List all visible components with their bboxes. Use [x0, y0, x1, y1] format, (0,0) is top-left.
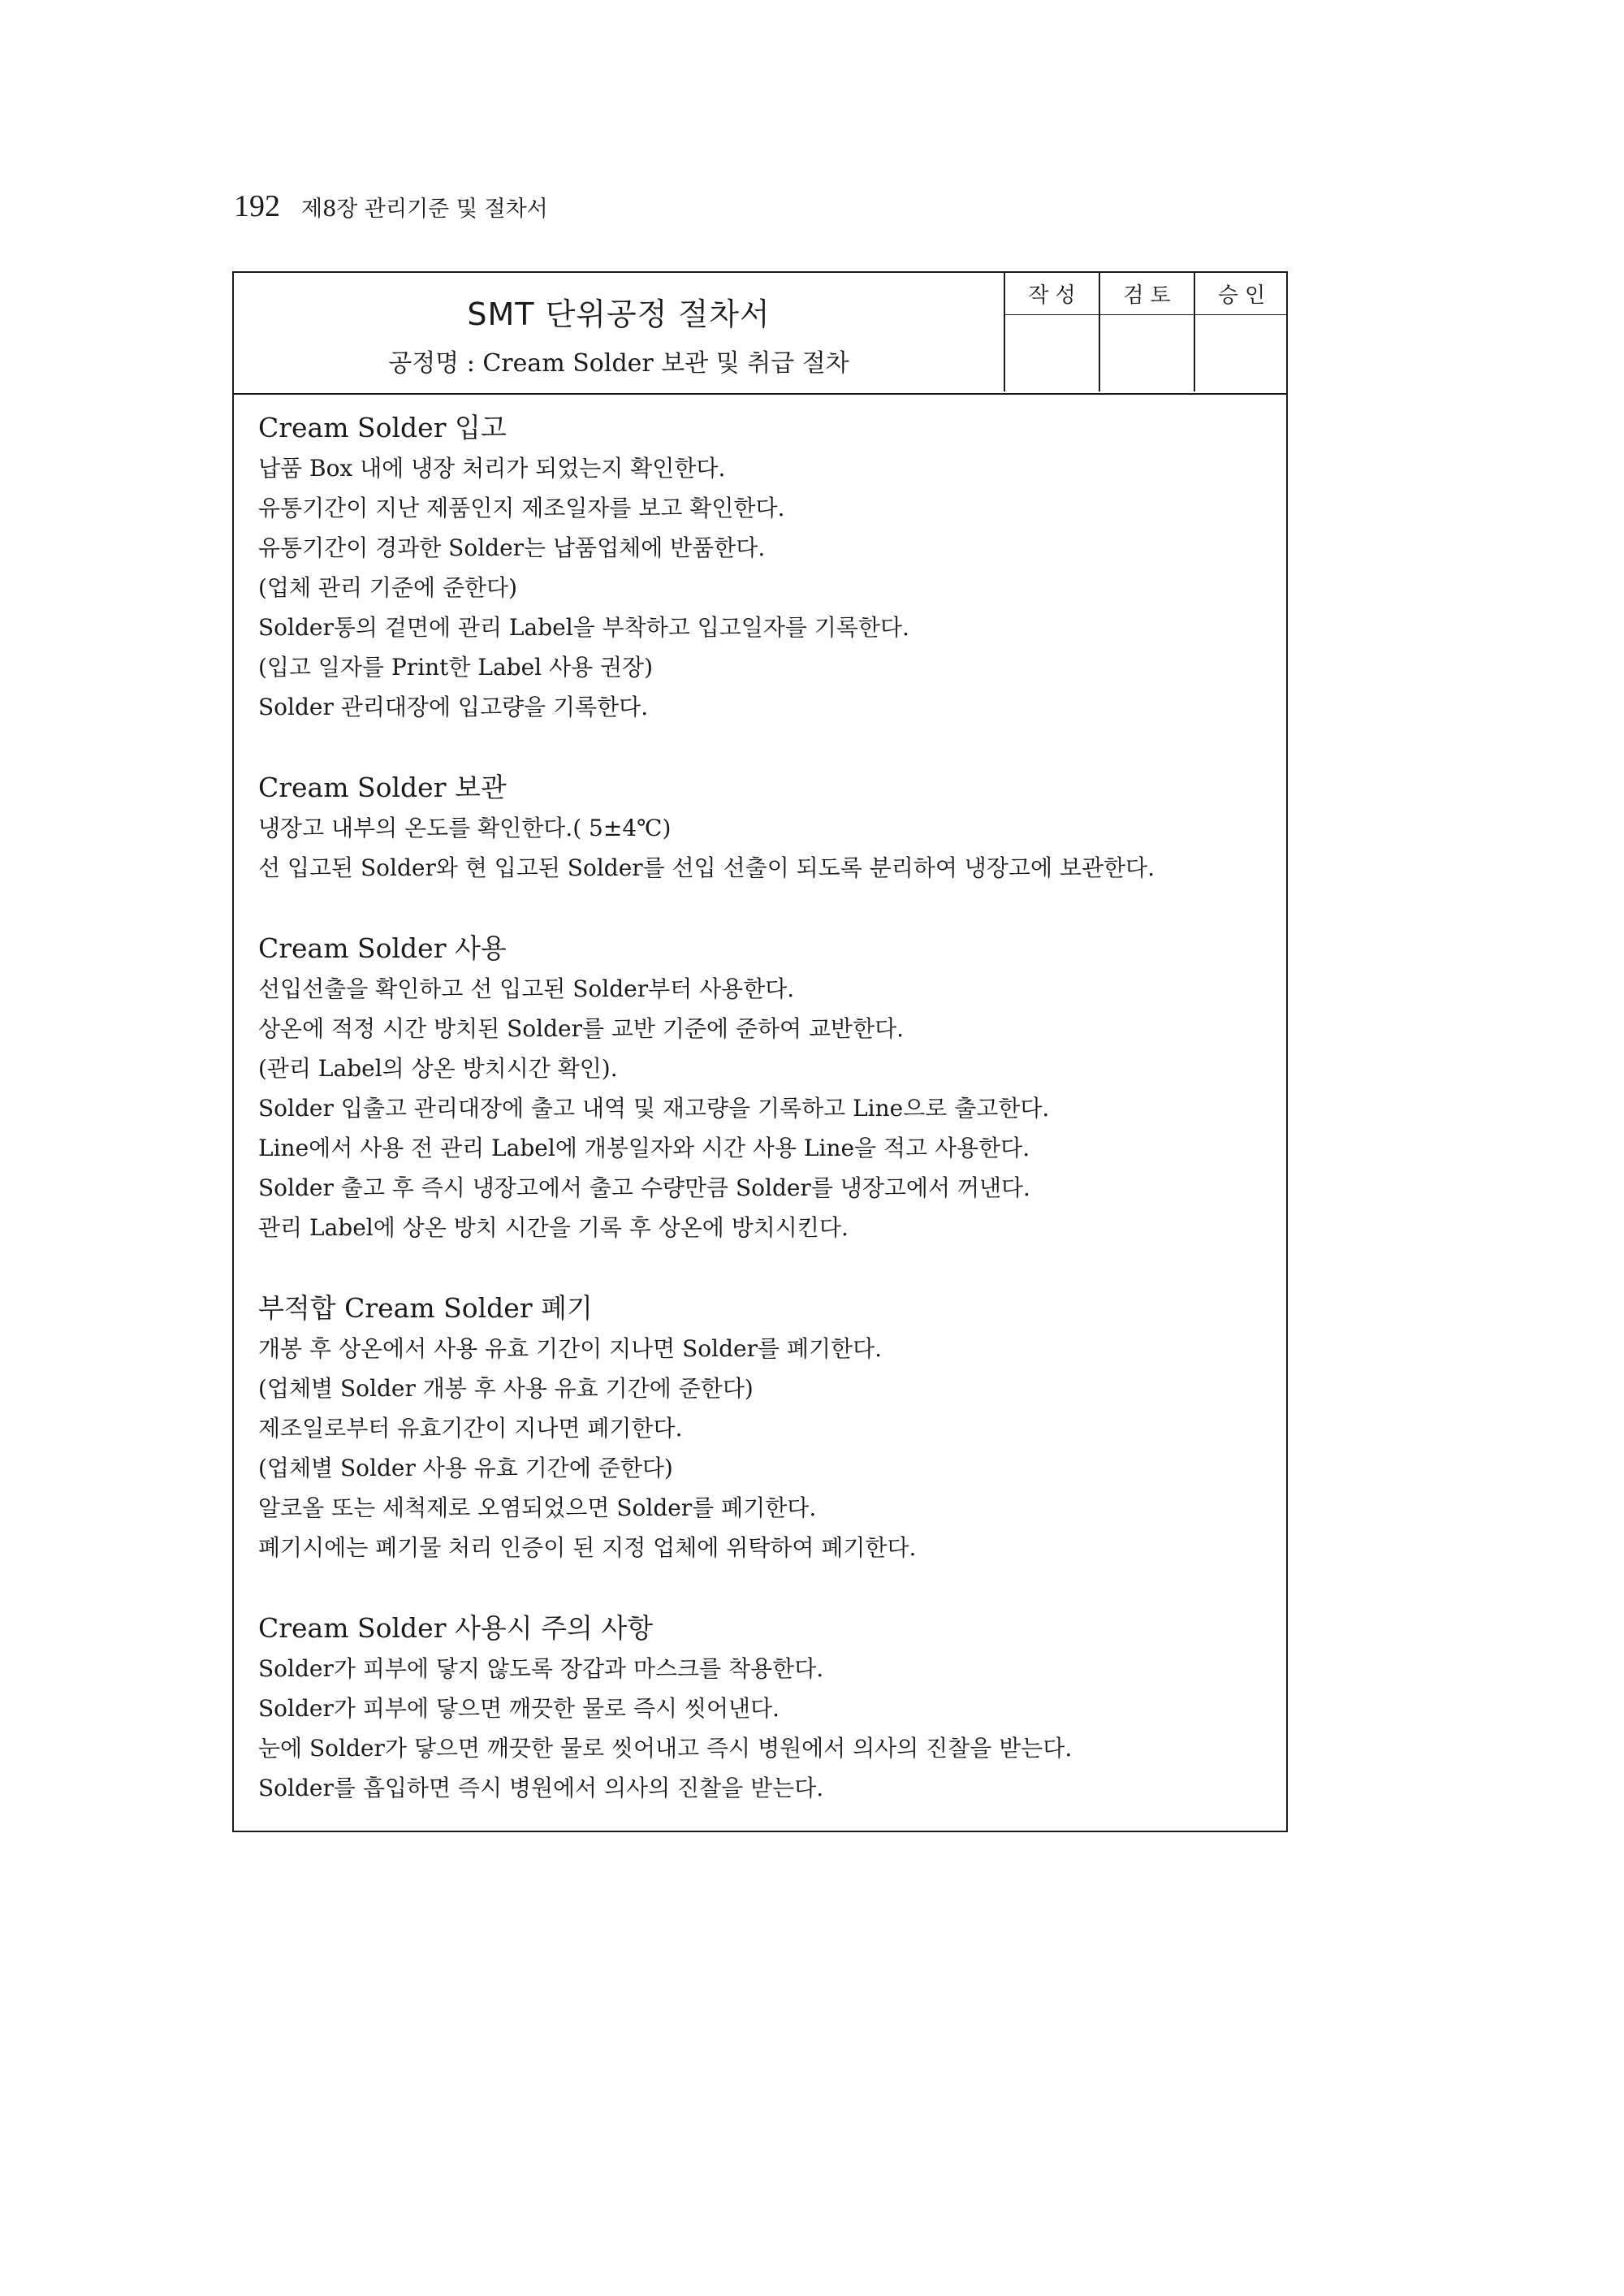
procedure-step: 납품 Box 내에 냉장 처리가 되었는지 확인한다.	[258, 455, 726, 482]
procedure-step: Solder 출고 후 즉시 냉장고에서 출고 수량만큼 Solder를 냉장고에서 꺼낸다.	[258, 1174, 1030, 1201]
process-name: 공정명 : Cream Solder 보관 및 취급 절차	[388, 349, 849, 378]
section-title: Cream Solder 사용	[258, 932, 507, 964]
procedure-step: Solder를 흡입하면 즉시 병원에서 의사의 진찰을 받는다.	[258, 1775, 824, 1801]
procedure-section	[258, 1608, 1265, 1808]
procedure-step: Solder가 피부에 닿으면 깨끗한 물로 즉시 씻어낸다.	[258, 1695, 780, 1722]
section-title: Cream Solder 보관	[258, 772, 507, 803]
section-title: Cream Solder 사용시 주의 사항	[258, 1612, 654, 1644]
approval-header-reviewer: 검토	[1099, 273, 1194, 315]
procedure-step: 개봉 후 상온에서 사용 유효 기간이 지나면 Solder를 폐기한다.	[258, 1335, 883, 1362]
procedure-step: 냉장고 내부의 온도를 확인한다.( 5±4℃)	[258, 815, 672, 841]
chapter-title: 제8장 관리기준 및 절차서	[301, 197, 548, 222]
procedure-step: 관리 Label에 상온 방치 시간을 기록 후 상온에 방치시킨다.	[258, 1214, 849, 1241]
procedure-step: (관리 Label의 상온 방치시간 확인).	[258, 1055, 618, 1082]
procedure-step: 제조일로부터 유효기간이 지나면 폐기한다.	[258, 1415, 683, 1442]
procedure-section	[258, 928, 1265, 1247]
procedure-body	[258, 408, 1265, 1848]
procedure-step: (입고 일자를 Print한 Label 사용 권장)	[258, 654, 654, 681]
procedure-step: (업체별 Solder 개봉 후 사용 유효 기간에 준한다)	[258, 1375, 754, 1402]
procedure-step: (업체별 Solder 사용 유효 기간에 준한다)	[258, 1455, 673, 1481]
form-header	[234, 273, 1286, 395]
approval-header-author: 작성	[1004, 273, 1099, 315]
running-head	[234, 188, 548, 224]
procedure-step: Solder 입출고 관리대장에 출고 내역 및 재고량을 기록하고 Line으로 출고한다.	[258, 1095, 1050, 1122]
procedure-step: 눈에 Solder가 닿으면 깨끗한 물로 씻어내고 즉시 병원에서 의사의 진찰을 받는다.	[258, 1735, 1073, 1762]
approval-header-approver: 승인	[1194, 273, 1288, 315]
procedure-step: 유통기간이 지난 제품인지 제조일자를 보고 확인한다.	[258, 495, 785, 521]
procedure-step: Solder가 피부에 닿지 않도록 장갑과 마스크를 착용한다.	[258, 1655, 824, 1682]
procedure-step: 선 입고된 Solder와 현 입고된 Solder를 선입 선출이 되도록 분리하여 냉장고에 보관한다.	[258, 854, 1155, 881]
page-number: 192	[234, 189, 280, 223]
title-area	[234, 273, 1004, 391]
procedure-step: Solder통의 겉면에 관리 Label을 부착하고 입고일자를 기록한다.	[258, 614, 909, 641]
procedure-step: (업체 관리 기준에 준한다)	[258, 574, 518, 601]
procedure-section	[258, 408, 1265, 727]
signature-box-author	[1004, 315, 1099, 391]
procedure-section	[258, 1288, 1265, 1567]
approval-table	[1004, 273, 1288, 391]
signature-box-approver	[1194, 315, 1288, 391]
procedure-form	[232, 271, 1288, 1832]
procedure-step: 상온에 적정 시간 방치된 Solder를 교반 기준에 준하여 교반한다.	[258, 1015, 905, 1042]
section-title: Cream Solder 입고	[258, 412, 507, 443]
signature-box-reviewer	[1099, 315, 1194, 391]
procedure-section	[258, 767, 1265, 888]
procedure-step: 폐기시에는 폐기물 처리 인증이 된 지정 업체에 위탁하여 폐기한다.	[258, 1534, 917, 1561]
procedure-step: 유통기간이 경과한 Solder는 납품업체에 반품한다.	[258, 534, 766, 561]
procedure-step: Line에서 사용 전 관리 Label에 개봉일자와 시간 사용 Line을 적고 사용한다.	[258, 1135, 1030, 1161]
procedure-step: 선입선출을 확인하고 선 입고된 Solder부터 사용한다.	[258, 975, 795, 1002]
procedure-step: 알코올 또는 세척제로 오염되었으면 Solder를 폐기한다.	[258, 1494, 817, 1521]
section-title: 부적합 Cream Solder 폐기	[258, 1292, 593, 1324]
procedure-step: Solder 관리대장에 입고량을 기록한다.	[258, 694, 649, 720]
document-title: SMT 단위공정 절차서	[467, 296, 771, 332]
